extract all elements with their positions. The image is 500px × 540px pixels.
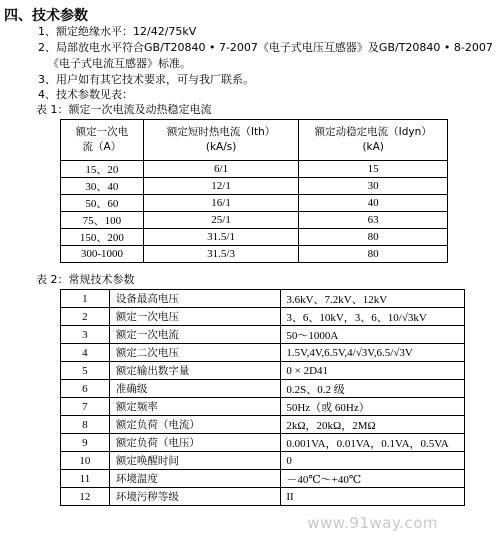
table-cell: 准确级 [109,380,281,398]
table-row [61,362,465,380]
table-cell: 9 [61,434,110,452]
table-cell: 12 [61,488,110,506]
table-cell: 50Hz（或 60Hz） [281,398,465,416]
table-row [61,434,465,452]
table-cell: 75、100 [61,212,144,229]
table-cell: 1 [61,290,110,308]
table-cell: 额定负荷（电流） [109,416,281,434]
table-row [61,290,465,308]
table-cell: 8 [61,416,110,434]
table-cell: 10 [61,452,110,470]
table-cell: 25/1 [143,212,299,229]
table-cell: 1.5V,4V,6.5V,4/√3V,6.5/√3V [281,344,465,362]
table-row [61,344,465,362]
table-row [61,161,448,178]
table-cell: 2 [61,308,110,326]
table-cell: 50～1000A [281,326,465,344]
table-cell: 50、60 [61,195,144,212]
table2 [60,289,465,506]
table-cell: －40℃～+40℃ [281,470,465,488]
table-cell: 4 [61,344,110,362]
table-cell: II [281,488,465,506]
table-cell: 额定一次电流 [109,326,281,344]
table-row [61,488,465,506]
table1-header-row [61,120,448,161]
table1-header-current: 额定一次电 流（A） [61,120,144,161]
table-row [61,416,465,434]
table-cell: 16/1 [143,195,299,212]
table-cell: 环境温度 [109,470,281,488]
table-cell: 0 × 2D41 [281,362,465,380]
table-row [61,195,448,212]
table-cell: 150、200 [61,229,144,246]
table-row [61,229,448,246]
table-cell: 3 [61,326,110,344]
table-cell: 6/1 [143,161,299,178]
table1-header-dynamic: 额定动稳定电流（Idyn） (kA) [299,120,448,161]
table-cell: 设备最高电压 [109,290,281,308]
table-cell: 30 [299,178,448,195]
item-partial-discharge-cont: 《电子式电流互感器》标准。 [48,57,191,70]
item-insulation-level: 1、额定绝缘水平：12/42/75kV [38,25,197,38]
table-cell: 300-1000 [61,246,144,263]
item-contact: 3、用户如有其它技术要求，可与我厂联系。 [38,73,254,86]
table-cell: 额定一次电压 [109,308,281,326]
table-row [61,452,465,470]
item-see-tables: 4、技术参数见表： [38,88,133,101]
table-cell: 3、6、10kV，3、6、10/√3kV [281,308,465,326]
section-title: 四、技术参数 [4,8,88,24]
table-row [61,326,465,344]
table-cell: 额定唤醒时间 [109,452,281,470]
table-cell: 额定二次电压 [109,344,281,362]
table-row [61,246,448,263]
table2-caption: 表 2：常规技术参数 [36,273,135,286]
table-cell: 额定输出数字量 [109,362,281,380]
table1 [60,119,448,263]
table-cell: 7 [61,398,110,416]
table-cell: 环境污秽等级 [109,488,281,506]
table-cell: 31.5/3 [143,246,299,263]
table-cell: 30、40 [61,178,144,195]
table-cell: 额定负荷（电压） [109,434,281,452]
table-cell: 12/1 [143,178,299,195]
table-cell: 额定频率 [109,398,281,416]
table1-header-thermal: 额定短时热电流（Ith） (kA/s) [143,120,299,161]
watermark: www.91way.com [307,514,438,532]
table-row [61,178,448,195]
table-row [61,398,465,416]
table-cell: 3.6kV、7.2kV、12kV [281,290,465,308]
table-cell: 80 [299,229,448,246]
table-cell: 2kΩ，20kΩ，2MΩ [281,416,465,434]
table-cell: 0.001VA，0.01VA，0.1VA，0.5VA [281,434,465,452]
table-cell: 15 [299,161,448,178]
table-cell: 63 [299,212,448,229]
table-cell: 0 [281,452,465,470]
table-row [61,380,465,398]
table-row [61,212,448,229]
item-partial-discharge: 2、局部放电水平符合GB/T20840 • 7-2007《电子式电压互感器》及GB/T20840 • 8-2007 [38,41,493,54]
table-cell: 6 [61,380,110,398]
table-cell: 11 [61,470,110,488]
table-cell: 40 [299,195,448,212]
table-row [61,308,465,326]
table1-caption: 表 1：额定一次电流及动热稳定电流 [36,103,212,116]
table-row [61,470,465,488]
table-cell: 80 [299,246,448,263]
table-cell: 0.2S、0.2 级 [281,380,465,398]
table-cell: 5 [61,362,110,380]
table-cell: 31.5/1 [143,229,299,246]
table-cell: 15、20 [61,161,144,178]
